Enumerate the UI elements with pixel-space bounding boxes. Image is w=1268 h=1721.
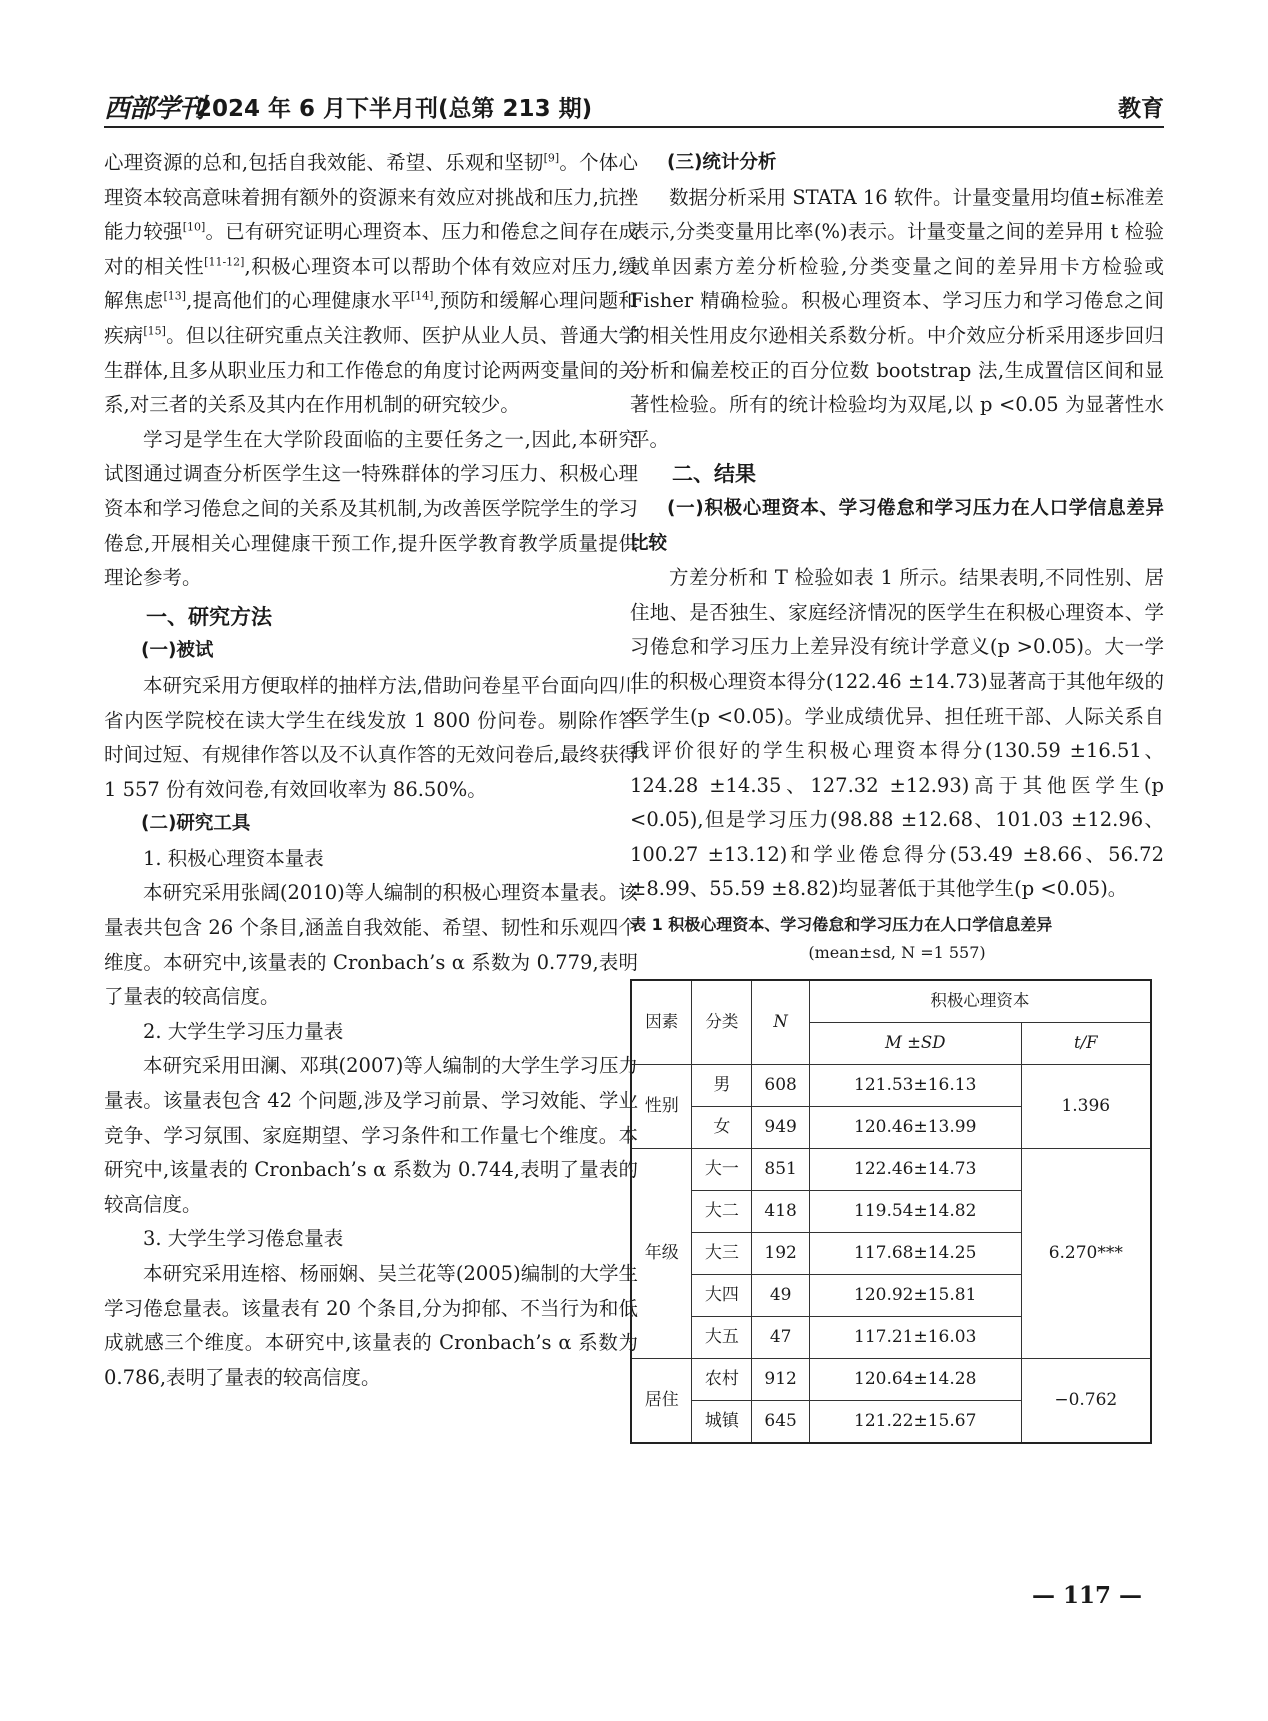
cell-tf: 6.270*** (1021, 1149, 1151, 1359)
cell-factor: 居住 (631, 1359, 692, 1444)
right-column (630, 146, 1164, 1444)
cell-n: 912 (752, 1359, 809, 1401)
cell-msd: 120.64±14.28 (809, 1359, 1021, 1401)
tool-title: 3. 大学生学习倦怠量表 (143, 1227, 344, 1251)
table-body (631, 1065, 1151, 1444)
table-row (631, 1359, 1151, 1401)
cell-msd: 121.53±16.13 (809, 1065, 1021, 1107)
tool-title: 2. 大学生学习压力量表 (143, 1019, 344, 1043)
issue-info: 2024 年 6 月下半月刊(总第 213 期) (196, 96, 593, 122)
col-header-msd: M ±SD (809, 1023, 1021, 1065)
cell-n: 418 (752, 1191, 809, 1233)
cell-n: 192 (752, 1233, 809, 1275)
paragraph: 本研究采用方便取样的抽样方法,借助问卷星平台面向四川省内医学院校在读大学生在线发放 1 800 份问卷。剔除作答时间过短、有规律作答以及不认真作答的无效问卷后,最终获得 1 557 份有效问卷,有效回收率为 86.50%。 (104, 673, 638, 801)
cell-n: 47 (752, 1317, 809, 1359)
table-row (631, 1149, 1151, 1191)
cell-msd: 121.22±15.67 (809, 1401, 1021, 1444)
cell-msd: 117.68±14.25 (809, 1233, 1021, 1275)
left-column (104, 146, 638, 1395)
col-header-factor: 因素 (631, 980, 692, 1065)
cell-msd: 117.21±16.03 (809, 1317, 1021, 1359)
table-caption: 表 1 积极心理资本、学习倦怠和学习压力在人口学信息差异 (630, 915, 1053, 935)
paragraph: 方差分析和 T 检验如表 1 所示。结果表明,不同性别、居住地、是否独生、家庭经济情况的医学生在积极心理资本、学习倦怠和学习压力上差异没有统计学意义(p >0.05)。大一学生的积极心理资本得分(122.46 ±14.73)显著高于其他年级的医学生(p <0.05)。学业成绩优异、担任班干部、人际关系自我评价很好的学生积极心理资本得分(130.59 ±16.51、124.28 ±14.35、127.32 ±12.93)高于其他医学生(p <0.05),但是学习压力(98.88 ±12.68、101.03 ±12.96、100.27 ±13.12)和学业倦怠得分(53.49 ±8.66、56.72 ±8.99、55.59 ±8.82)均显著低于其他学生(p <0.05)。 (630, 566, 1164, 901)
cell-cat: 农村 (692, 1359, 752, 1401)
cell-cat: 城镇 (692, 1401, 752, 1444)
running-header (104, 84, 1164, 128)
cell-n: 49 (752, 1275, 809, 1317)
cell-tf: 1.396 (1021, 1065, 1151, 1149)
cell-cat: 大五 (692, 1317, 752, 1359)
cell-cat: 大二 (692, 1191, 752, 1233)
subsection-heading: (二)研究工具 (141, 813, 251, 835)
paragraph: 学习是学生在大学阶段面临的主要任务之一,因此,本研究试图通过调查分析医学生这一特殊群体的学习压力、积极心理资本和学习倦怠之间的关系及其机制,为改善医学院学生的学习倦怠,开展相关心理健康干预工作,提升医学教育教学质量提供理论参考。 (104, 427, 638, 590)
cell-tf: −0.762 (1021, 1359, 1151, 1444)
section-heading: 二、结果 (672, 462, 756, 487)
cell-factor: 年级 (631, 1149, 692, 1359)
section-heading: 一、研究方法 (146, 604, 272, 629)
subsection-heading: (一)被试 (141, 640, 214, 662)
cell-msd: 122.46±14.73 (809, 1149, 1021, 1191)
cell-n: 949 (752, 1107, 809, 1149)
cell-cat: 大一 (692, 1149, 752, 1191)
cell-msd: 120.92±15.81 (809, 1275, 1021, 1317)
paragraph: 本研究采用田澜、邓琪(2007)等人编制的大学生学习压力量表。该量表包含 42 个问题,涉及学习前景、学习效能、学业竞争、学习氛围、家庭期望、学习条件和工作量七个维度。本研究中,该量表的 Cronbach’s α 系数为 0.744,表明了量表的较高信度。 (104, 1054, 638, 1216)
paragraph: 本研究采用连榕、杨丽娴、吴兰花等(2005)编制的大学生学习倦怠量表。该量表有 20 个条目,分为抑郁、不当行为和低成就感三个维度。本研究中,该量表的 Cronbach’s α 系数为 0.786,表明了量表的较高信度。 (104, 1262, 638, 1389)
cell-cat: 男 (692, 1065, 752, 1107)
cell-cat: 大三 (692, 1233, 752, 1275)
col-header-tf: t/F (1021, 1023, 1151, 1065)
paragraph: 心理资源的总和,包括自我效能、希望、乐观和坚韧[9]。个体心理资本较高意味着拥有额外的资源来有效应对挑战和压力,抗挫能力较强[10]。已有研究证明心理资本、压力和倦怠之间存在成对的相关性[11-12],积极心理资本可以帮助个体有效应对压力,缓解焦虑[13],提高他们的心理健康水平[14],预防和缓解心理问题和疾病[15]。但以往研究重点关注教师、医护从业人员、普通大学生群体,且多从职业压力和工作倦怠的角度讨论两两变量间的关系,对三者的关系及其内在作用机制的研究较少。 (104, 151, 638, 417)
cell-factor: 性别 (631, 1065, 692, 1149)
page-number: — 117 — (1032, 1582, 1143, 1609)
col-header-group: 积极心理资本 (809, 980, 1151, 1023)
paragraph: 数据分析采用 STATA 16 软件。计量变量用均值±标准差表示,分类变量用比率(%)表示。计量变量之间的差异用 t 检验或单因素方差分析检验,分类变量之间的差异用卡方检验或 Fisher 精确检验。积极心理资本、学习压力和学习倦怠之间的相关性用皮尔逊相关系数分析。中介效应分析采用逐步回归分析和偏差校正的百分位数 bootstrap 法,生成置信区间和显著性检验。所有的统计检验均为双尾,以 p <0.05 为显著性水平。 (630, 185, 1164, 451)
section-name: 教育 (1118, 96, 1164, 122)
subsection-heading: (三)统计分析 (667, 152, 777, 173)
cell-n: 645 (752, 1401, 809, 1444)
paragraph: 本研究采用张阔(2010)等人编制的积极心理资本量表。该量表共包含 26 个条目,涵盖自我效能、希望、韧性和乐观四个维度。本研究中,该量表的 Cronbach’s α 系数为 0.779,表明了量表的较高信度。 (104, 881, 638, 1009)
subsection-heading: (一)积极心理资本、学习倦怠和学习压力在人口学信息差异比较 (630, 497, 1164, 554)
cell-cat: 大四 (692, 1275, 752, 1317)
cell-n: 608 (752, 1065, 809, 1107)
table-row (631, 1065, 1151, 1107)
tool-title: 1. 积极心理资本量表 (143, 846, 324, 870)
data-table (630, 979, 1152, 1444)
journal-logo: 西部学刊 (104, 94, 205, 124)
col-header-category: 分类 (692, 980, 752, 1065)
cell-msd: 120.46±13.99 (809, 1107, 1021, 1149)
cell-cat: 女 (692, 1107, 752, 1149)
table-subcaption: (mean±sd, N =1 557) (808, 943, 986, 963)
col-header-n: N (752, 980, 809, 1065)
cell-n: 851 (752, 1149, 809, 1191)
cell-msd: 119.54±14.82 (809, 1191, 1021, 1233)
